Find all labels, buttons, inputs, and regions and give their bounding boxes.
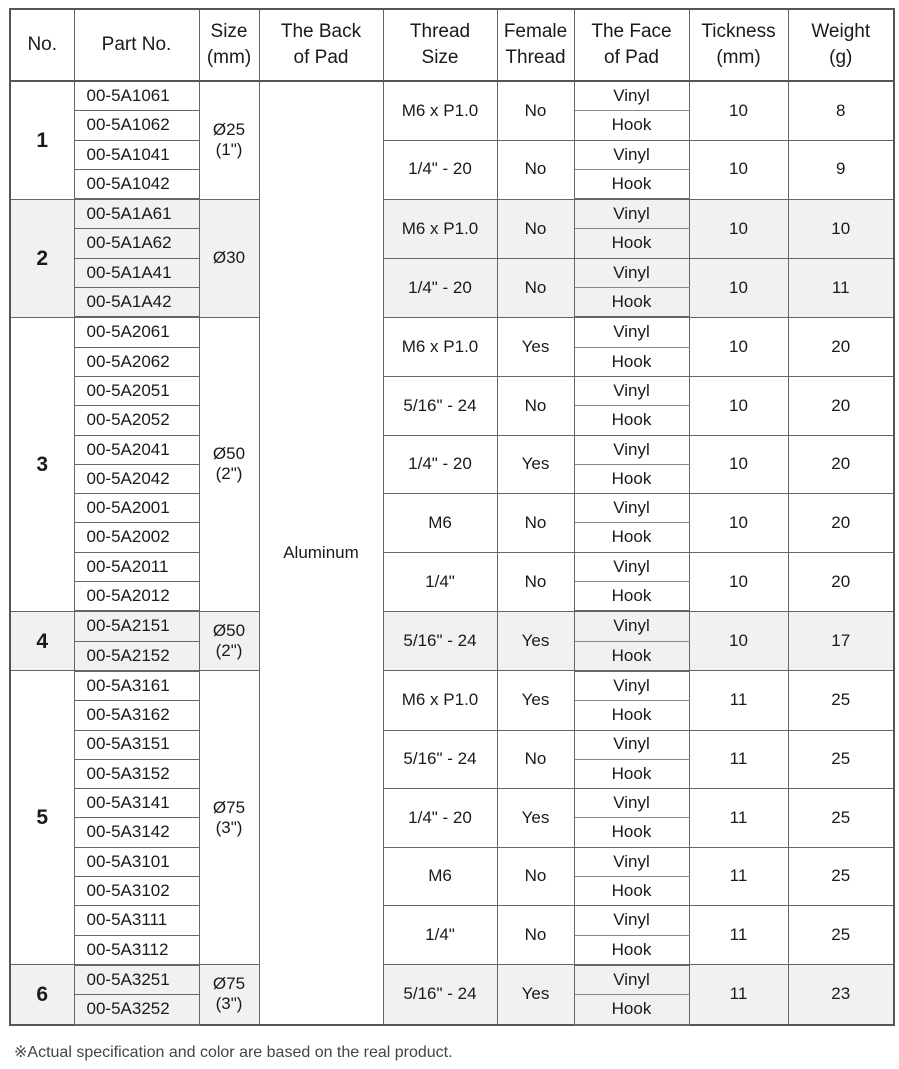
- face-of-pad: Hook: [574, 111, 689, 140]
- face-of-pad: Hook: [574, 935, 689, 965]
- group-number: 4: [10, 611, 74, 671]
- weight: 20: [788, 494, 894, 553]
- face-of-pad: Vinyl: [574, 552, 689, 581]
- part-number: 00-5A3101: [74, 847, 199, 876]
- table-row: [10, 847, 894, 876]
- pad-size: Ø25 (1"): [199, 81, 259, 199]
- female-thread: No: [497, 258, 574, 317]
- part-number: 00-5A1061: [74, 81, 199, 111]
- part-number: 00-5A2012: [74, 582, 199, 612]
- female-thread: No: [497, 376, 574, 435]
- table-row: [10, 435, 894, 464]
- thickness: 11: [689, 847, 788, 906]
- part-number: 00-5A2011: [74, 552, 199, 581]
- weight: 11: [788, 258, 894, 317]
- face-of-pad: Hook: [574, 288, 689, 318]
- part-number: 00-5A3151: [74, 730, 199, 759]
- header-face-of-pad: The Face of Pad: [574, 9, 689, 81]
- thread-size: 1/4" - 20: [383, 258, 497, 317]
- female-thread: Yes: [497, 671, 574, 730]
- thread-size: M6 x P1.0: [383, 671, 497, 730]
- face-of-pad: Hook: [574, 701, 689, 730]
- thickness: 10: [689, 435, 788, 494]
- weight: 8: [788, 81, 894, 140]
- face-of-pad: Hook: [574, 818, 689, 847]
- part-number: 00-5A1A61: [74, 199, 199, 229]
- table-row: [10, 140, 894, 169]
- thread-size: M6 x P1.0: [383, 81, 497, 140]
- part-number: 00-5A3111: [74, 906, 199, 935]
- face-of-pad: Vinyl: [574, 671, 689, 701]
- face-of-pad: Hook: [574, 169, 689, 199]
- thickness: 10: [689, 317, 788, 376]
- thickness: 10: [689, 199, 788, 258]
- female-thread: No: [497, 494, 574, 553]
- part-number: 00-5A2002: [74, 523, 199, 552]
- part-number: 00-5A1A62: [74, 229, 199, 258]
- part-number: 00-5A3112: [74, 935, 199, 965]
- part-number: 00-5A2151: [74, 611, 199, 641]
- table-row: [10, 730, 894, 759]
- female-thread: Yes: [497, 611, 574, 671]
- part-number: 00-5A3252: [74, 995, 199, 1025]
- thickness: 11: [689, 965, 788, 1025]
- thread-size: M6: [383, 494, 497, 553]
- header-weight: Weight (g): [788, 9, 894, 81]
- face-of-pad: Vinyl: [574, 847, 689, 876]
- part-number: 00-5A1A42: [74, 288, 199, 318]
- pad-size: Ø50 (2"): [199, 317, 259, 611]
- part-number: 00-5A2052: [74, 406, 199, 435]
- part-number: 00-5A2051: [74, 376, 199, 405]
- weight: 20: [788, 552, 894, 611]
- thickness: 11: [689, 906, 788, 965]
- group-number: 1: [10, 81, 74, 199]
- face-of-pad: Vinyl: [574, 730, 689, 759]
- face-of-pad: Vinyl: [574, 317, 689, 347]
- thickness: 11: [689, 789, 788, 848]
- thickness: 10: [689, 140, 788, 199]
- face-of-pad: Hook: [574, 641, 689, 671]
- weight: 23: [788, 965, 894, 1025]
- group-number: 2: [10, 199, 74, 317]
- table-row: [10, 317, 894, 347]
- female-thread: Yes: [497, 965, 574, 1025]
- part-number: 00-5A3102: [74, 877, 199, 906]
- face-of-pad: Hook: [574, 464, 689, 493]
- face-of-pad: Hook: [574, 877, 689, 906]
- thread-size: M6: [383, 847, 497, 906]
- face-of-pad: Hook: [574, 995, 689, 1025]
- face-of-pad: Vinyl: [574, 906, 689, 935]
- weight: 20: [788, 317, 894, 376]
- face-of-pad: Vinyl: [574, 199, 689, 229]
- female-thread: Yes: [497, 435, 574, 494]
- weight: 25: [788, 906, 894, 965]
- part-number: 00-5A1041: [74, 140, 199, 169]
- table-row: [10, 81, 894, 111]
- header-female-thread: Female Thread: [497, 9, 574, 81]
- weight: 17: [788, 611, 894, 671]
- table-row: [10, 671, 894, 701]
- thickness: 11: [689, 671, 788, 730]
- face-of-pad: Hook: [574, 582, 689, 612]
- female-thread: No: [497, 199, 574, 258]
- female-thread: No: [497, 730, 574, 789]
- face-of-pad: Vinyl: [574, 81, 689, 111]
- thread-size: M6 x P1.0: [383, 317, 497, 376]
- pad-size: Ø50 (2"): [199, 611, 259, 671]
- table-row: [10, 611, 894, 641]
- face-of-pad: Vinyl: [574, 140, 689, 169]
- face-of-pad: Hook: [574, 523, 689, 552]
- footnote: ※Actual specification and color are based on the real product.: [14, 1044, 453, 1061]
- part-number: 00-5A2001: [74, 494, 199, 523]
- face-of-pad: Hook: [574, 347, 689, 376]
- header-thread-size: Thread Size: [383, 9, 497, 81]
- header-back-of-pad: The Back of Pad: [259, 9, 383, 81]
- table-row: [10, 552, 894, 581]
- table-row: [10, 199, 894, 229]
- thickness: 10: [689, 611, 788, 671]
- weight: 25: [788, 730, 894, 789]
- face-of-pad: Vinyl: [574, 789, 689, 818]
- thickness: 11: [689, 730, 788, 789]
- weight: 25: [788, 671, 894, 730]
- part-number: 00-5A3251: [74, 965, 199, 995]
- header-thickness: Tickness (mm): [689, 9, 788, 81]
- pad-size: Ø75 (3"): [199, 671, 259, 965]
- header-size: Size (mm): [199, 9, 259, 81]
- back-of-pad: Aluminum: [259, 81, 383, 1025]
- female-thread: No: [497, 847, 574, 906]
- group-number: 5: [10, 671, 74, 965]
- female-thread: Yes: [497, 317, 574, 376]
- thread-size: 1/4": [383, 552, 497, 611]
- female-thread: No: [497, 552, 574, 611]
- weight: 10: [788, 199, 894, 258]
- table-row: [10, 789, 894, 818]
- face-of-pad: Vinyl: [574, 611, 689, 641]
- face-of-pad: Hook: [574, 406, 689, 435]
- part-number: 00-5A3162: [74, 701, 199, 730]
- part-number: 00-5A3142: [74, 818, 199, 847]
- female-thread: No: [497, 906, 574, 965]
- thickness: 10: [689, 376, 788, 435]
- table-row: [10, 494, 894, 523]
- table-row: [10, 376, 894, 405]
- weight: 25: [788, 789, 894, 848]
- header-part-no: Part No.: [74, 9, 199, 81]
- female-thread: No: [497, 140, 574, 199]
- part-number: 00-5A3141: [74, 789, 199, 818]
- part-number: 00-5A2041: [74, 435, 199, 464]
- pad-size: Ø75 (3"): [199, 965, 259, 1025]
- face-of-pad: Vinyl: [574, 494, 689, 523]
- face-of-pad: Vinyl: [574, 258, 689, 287]
- thread-size: 1/4": [383, 906, 497, 965]
- table-row: [10, 906, 894, 935]
- weight: 20: [788, 376, 894, 435]
- female-thread: Yes: [497, 789, 574, 848]
- thread-size: 5/16" - 24: [383, 611, 497, 671]
- thickness: 10: [689, 258, 788, 317]
- thread-size: 5/16" - 24: [383, 965, 497, 1025]
- table-header: [10, 9, 894, 81]
- thickness: 10: [689, 494, 788, 553]
- face-of-pad: Hook: [574, 759, 689, 788]
- weight: 9: [788, 140, 894, 199]
- group-number: 3: [10, 317, 74, 611]
- face-of-pad: Vinyl: [574, 435, 689, 464]
- thread-size: M6 x P1.0: [383, 199, 497, 258]
- thread-size: 1/4" - 20: [383, 140, 497, 199]
- header-no: No.: [10, 9, 74, 81]
- table-row: [10, 965, 894, 995]
- weight: 20: [788, 435, 894, 494]
- thread-size: 5/16" - 24: [383, 376, 497, 435]
- pad-size: Ø30: [199, 199, 259, 317]
- part-number: 00-5A2152: [74, 641, 199, 671]
- thread-size: 5/16" - 24: [383, 730, 497, 789]
- female-thread: No: [497, 81, 574, 140]
- part-number: 00-5A3152: [74, 759, 199, 788]
- part-number: 00-5A2042: [74, 464, 199, 493]
- part-number: 00-5A1A41: [74, 258, 199, 287]
- part-number: 00-5A2061: [74, 317, 199, 347]
- face-of-pad: Vinyl: [574, 965, 689, 995]
- spec-table: [9, 8, 895, 1026]
- part-number: 00-5A1042: [74, 169, 199, 199]
- part-number: 00-5A2062: [74, 347, 199, 376]
- thickness: 10: [689, 81, 788, 140]
- table-row: [10, 258, 894, 287]
- face-of-pad: Vinyl: [574, 376, 689, 405]
- face-of-pad: Hook: [574, 229, 689, 258]
- thread-size: 1/4" - 20: [383, 435, 497, 494]
- thread-size: 1/4" - 20: [383, 789, 497, 848]
- thickness: 10: [689, 552, 788, 611]
- group-number: 6: [10, 965, 74, 1025]
- part-number: 00-5A1062: [74, 111, 199, 140]
- table-body: [10, 81, 894, 1025]
- part-number: 00-5A3161: [74, 671, 199, 701]
- weight: 25: [788, 847, 894, 906]
